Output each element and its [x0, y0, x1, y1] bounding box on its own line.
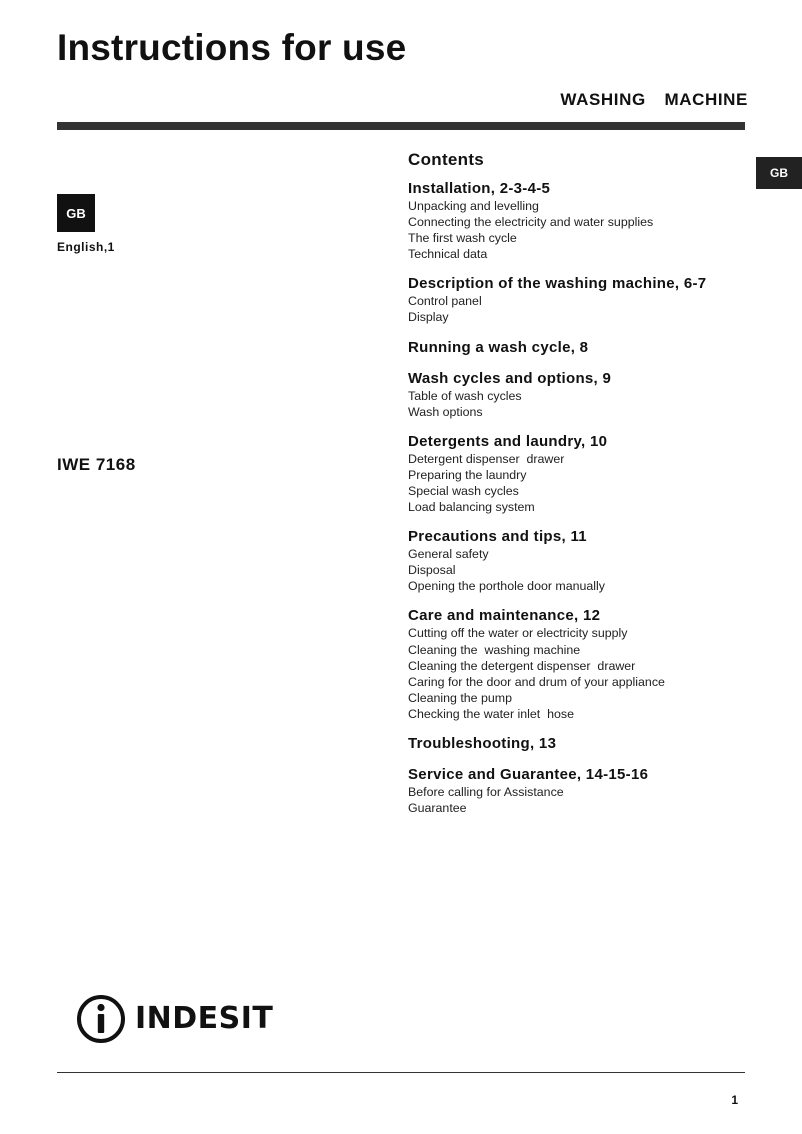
section-title: Detergents and laundry, 10: [408, 432, 608, 450]
section-item-list: [408, 198, 758, 262]
contents-section: [408, 370, 758, 420]
section-item: Cleaning the pump: [408, 690, 513, 705]
section-title: Installation, 2-3-4-5: [408, 180, 551, 197]
section-item: Before calling for Assistance: [408, 784, 564, 799]
section-item: Disposal: [408, 563, 456, 578]
contents-section: [408, 339, 758, 357]
section-item: Control panel: [408, 294, 482, 309]
section-title: Service and Guarantee, 14-15-16: [408, 765, 649, 783]
section-item: General safety: [408, 547, 489, 562]
contents-section: [408, 275, 758, 325]
section-item: Display: [408, 310, 449, 325]
section-title: Wash cycles and options, 9: [408, 369, 612, 387]
section-item-list: [408, 293, 758, 325]
table-of-contents: [408, 149, 758, 829]
section-title: Running a wash cycle, 8: [408, 338, 589, 356]
section-item: Wash options: [408, 404, 483, 419]
brand-logo: [75, 993, 273, 1045]
section-item: Connecting the electricity and water supplies: [408, 215, 654, 230]
contents-heading: Contents: [408, 150, 485, 169]
section-title: Care and maintenance, 12: [408, 607, 601, 625]
footer-divider: [57, 1072, 745, 1073]
brand-name: INDESIT: [135, 1001, 274, 1036]
section-item: Unpacking and levelling: [408, 199, 539, 213]
section-item-list: [408, 388, 758, 420]
section-item: Caring for the door and drum of your appliance: [408, 674, 665, 689]
section-item: The first wash cycle: [408, 231, 517, 246]
contents-section: [408, 766, 758, 816]
section-item: Cleaning the detergent dispenser drawer: [408, 658, 636, 673]
model-number: IWE 7168: [57, 455, 136, 474]
contents-section: [408, 180, 758, 262]
page-number: 1: [731, 1093, 738, 1107]
contents-section: [408, 433, 758, 515]
contents-section: [408, 607, 758, 722]
section-item-list: [408, 625, 758, 722]
section-item: Detergent dispenser drawer: [408, 451, 565, 466]
section-item: Preparing the laundry: [408, 467, 527, 482]
section-item-list: [408, 451, 758, 515]
section-item: Technical data: [408, 247, 488, 262]
contents-section: [408, 735, 758, 753]
section-item: Table of wash cycles: [408, 388, 522, 403]
indesit-logo-icon: [75, 993, 127, 1045]
section-title: Precautions and tips, 11: [408, 528, 587, 546]
section-item: Special wash cycles: [408, 483, 519, 498]
language-badge: GB: [57, 194, 95, 232]
contents-sections: [408, 180, 758, 816]
section-item: Checking the water inlet hose: [408, 706, 574, 721]
section-item: Cutting off the water or electricity supply: [408, 626, 628, 641]
section-item-list: [408, 546, 758, 594]
section-item-list: [408, 784, 758, 816]
section-item: Load balancing system: [408, 500, 535, 515]
section-title: Troubleshooting, 13: [408, 734, 557, 752]
language-page-label: English,1: [57, 240, 115, 254]
contents-section: [408, 528, 758, 594]
header-divider: [57, 122, 745, 130]
section-item: Guarantee: [408, 801, 467, 816]
document-title: Instructions for use: [57, 27, 407, 68]
section-title: Description of the washing machine, 6-7: [408, 275, 707, 293]
section-item: Cleaning the washing machine: [408, 642, 581, 657]
language-tab: GB: [756, 157, 802, 189]
section-item: Opening the porthole door manually: [408, 579, 606, 594]
product-type: WASHING MACHINE: [560, 90, 748, 109]
